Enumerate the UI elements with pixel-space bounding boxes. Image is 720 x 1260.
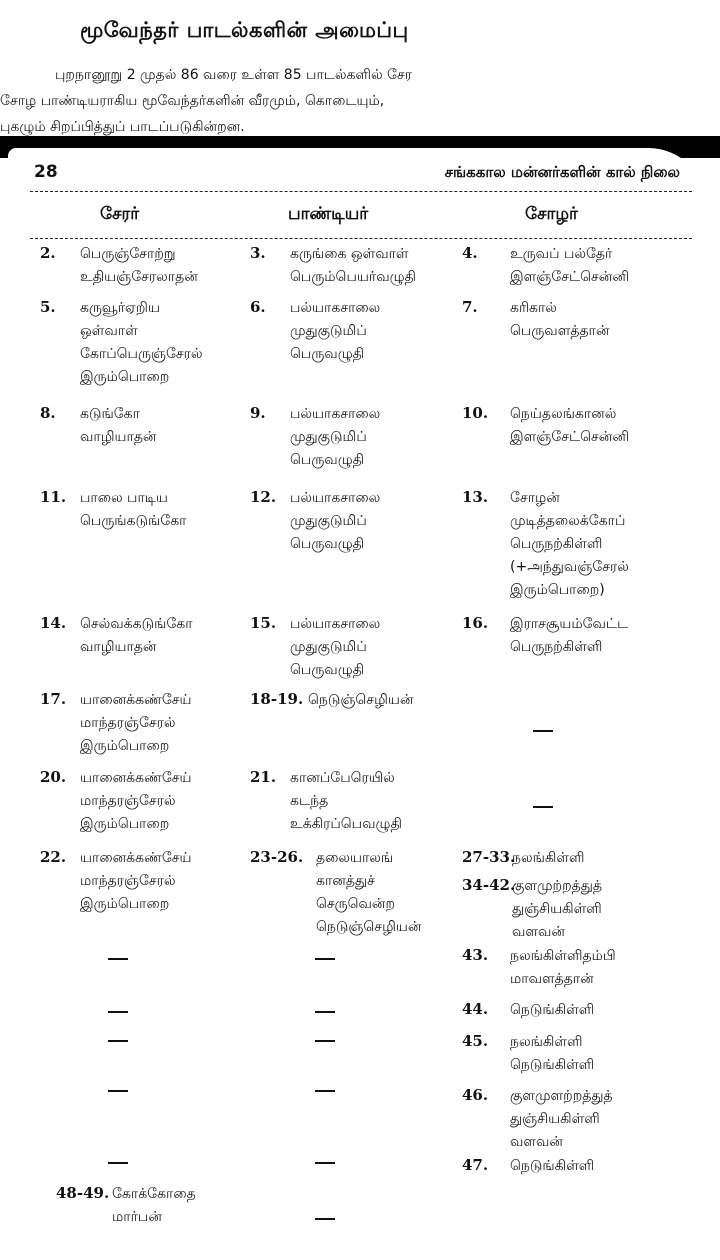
intro-paragraph [0,62,712,140]
king-name: பாலை பாடிய பெருங்கடுங்கோ [80,490,187,529]
poem-number: 20. [40,768,67,786]
poem-number: 46. [462,1086,489,1104]
king-name: யானைக்கண்சேய் மாந்தரஞ்சேரல் இரும்பொறை [80,850,192,912]
king-name: சோழன் முடித்தலைக்கோப் பெருநற்கிள்ளி (+அந்துவஞ்சேரல் இரும்பொறை) [510,490,629,598]
king-name: பல்யாகசாலை முதுகுடுமிப் பெருவழுதி [290,406,381,468]
intro-line-1: புறநானூறு 2 முதல் 86 வரை உள்ள 85 பாடல்களில் சேர [55,67,412,83]
empty-cell-dash [108,958,128,960]
king-name: செல்வக்கடுங்கோ வாழியாதன் [80,616,193,655]
header-rule [30,191,692,192]
poem-number: 22. [40,848,67,866]
poem-number: 48-49. [56,1184,110,1202]
empty-cell-dash [315,1162,335,1164]
king-name: தலையாலங் கானத்துச் செருவென்ற நெடுஞ்செழியன் [316,850,422,935]
king-name: யானைக்கண்சேய் மாந்தரஞ்சேரல் இரும்பொறை [80,692,192,754]
poem-number: 45. [462,1032,489,1050]
intro-line-3: புகழும் சிறப்பித்துப் பாடப்படுகின்றன. [0,119,245,135]
king-name: பல்யாகசாலை முதுகுடுமிப் பெருவழுதி [290,300,381,362]
poem-number: 47. [462,1156,489,1174]
empty-cell-dash [108,1040,128,1042]
poem-number: 16. [462,614,489,632]
king-name: உருவப் பல்தேர் இளஞ்சேட்சென்னி [510,246,630,285]
poem-number: 21. [250,768,277,786]
king-name: நலங்கிள்ளி [512,850,585,866]
king-name: நெடுங்கிள்ளி [510,1158,595,1174]
king-name: கருவூர்ஏறிய ஒள்வாள் கோப்பெருஞ்சேரல் இரும்பொறை [80,300,203,385]
king-name: நலங்கிள்ளிதம்பி மாவளத்தான் [510,948,616,987]
poem-number: 6. [250,298,266,316]
poem-number: 5. [40,298,56,316]
empty-cell-dash [315,1040,335,1042]
poem-number: 7. [462,298,478,316]
king-name: இராசசூயம்வேட்ட பெருநற்கிள்ளி [510,616,629,655]
king-name: பெருஞ்சோற்று உதியஞ்சேரலாதன் [80,246,198,285]
poem-number: 44. [462,1000,489,1018]
king-name: பல்யாகசாலை முதுகுடுமிப் பெருவழுதி [290,490,381,552]
empty-cell-dash [108,1090,128,1092]
king-name: கோக்கோதை மார்பன் [112,1186,196,1225]
poem-number: 15. [250,614,277,632]
empty-cell-dash [315,1090,335,1092]
empty-cell-dash [533,730,553,732]
column-header-rule [30,238,692,239]
section-heading: மூவேந்தர் பாடல்களின் அமைப்பு [80,18,409,42]
king-name: குளமுளற்றத்துத் துஞ்சியகிள்ளி வளவன் [510,1088,613,1150]
empty-cell-dash [108,1011,128,1013]
poem-number: 2. [40,244,56,262]
empty-cell-dash [108,1162,128,1164]
poem-number: 8. [40,404,56,422]
poem-number: 18-19. [250,690,304,708]
empty-cell-dash [315,1011,335,1013]
king-name: குளமுற்றத்துத் துஞ்சியகிள்ளி வளவன் [512,878,602,940]
intro-line-2: சோழ பாண்டியராகிய மூவேந்தர்களின் வீரமும், கொடையும், [0,93,385,109]
column-header-chola: சோழர் [525,204,578,224]
king-name: கரிகால் பெருவளத்தான் [510,300,610,339]
column-header-chera: சேரர் [100,204,140,224]
poem-number: 10. [462,404,489,422]
page-number: 28 [34,162,58,182]
empty-cell-dash [533,806,553,808]
poem-number: 4. [462,244,478,262]
poem-number: 12. [250,488,277,506]
poem-number: 9. [250,404,266,422]
king-name: நலங்கிள்ளி நெடுங்கிள்ளி [510,1034,595,1073]
king-name: நெடுஞ்செழியன் [308,692,414,708]
poem-number: 11. [40,488,67,506]
king-name: கருங்கை ஒள்வாள் பெரும்பெயர்வழுதி [290,246,417,285]
running-title: சங்ககால மன்னர்களின் கால் நிலை [444,163,680,181]
poem-number: 27-33. [462,848,516,866]
poem-number: 34-42. [462,876,516,894]
poem-number: 23-26. [250,848,304,866]
empty-cell-dash [315,958,335,960]
empty-cell-dash [315,1218,335,1220]
king-name: நெடுங்கிள்ளி [510,1002,595,1018]
king-name: கானப்பேரெயில் கடந்த உக்கிரப்பெவழுதி [290,770,402,832]
poem-number: 43. [462,946,489,964]
poem-number: 13. [462,488,489,506]
king-name: கடுங்கோ வாழியாதன் [80,406,157,445]
column-header-pandya: பாண்டியர் [288,204,369,224]
king-name: நெய்தலங்கானல் இளஞ்சேட்சென்னி [510,406,630,445]
king-name: பல்யாகசாலை முதுகுடுமிப் பெருவழுதி [290,616,381,678]
poem-number: 14. [40,614,67,632]
poem-number: 3. [250,244,266,262]
king-name: யானைக்கண்சேய் மாந்தரஞ்சேரல் இரும்பொறை [80,770,192,832]
poem-number: 17. [40,690,67,708]
